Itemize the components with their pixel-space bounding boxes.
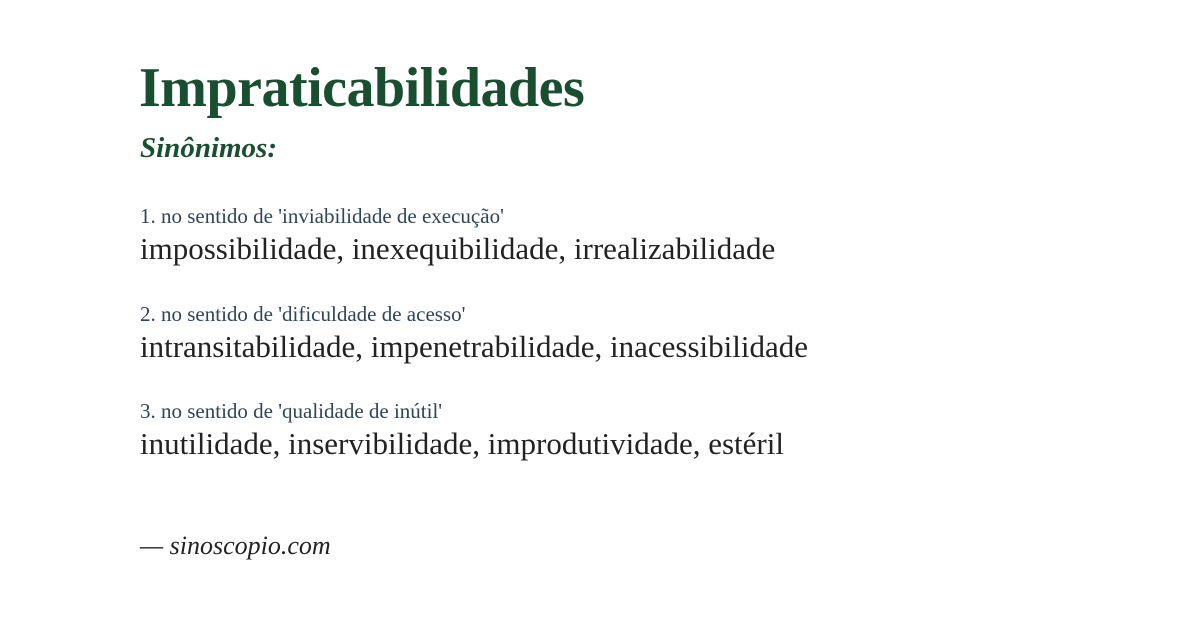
sense-entry-3	[140, 398, 1140, 465]
source-attribution: — sinoscopio.com	[140, 531, 331, 560]
synonyms-heading: Sinônimos:	[140, 132, 277, 164]
page-title: Impraticabilidades	[139, 57, 585, 119]
sense-entry-2	[140, 301, 1140, 368]
sense-3-label: 3. no sentido de 'qualidade de inútil'	[140, 399, 443, 424]
sense-1-label: 1. no sentido de 'inviabilidade de execução'	[140, 204, 504, 228]
sense-1-synonyms: impossibilidade, inexequibilidade, irrealizabilidade	[140, 231, 776, 267]
sense-2-label: 2. no sentido de 'dificuldade de acesso'	[140, 301, 466, 326]
senses-list	[140, 203, 1140, 496]
sense-3-synonyms: inutilidade, inservibilidade, improdutividade, estéril	[140, 426, 784, 462]
sense-2-synonyms: intransitabilidade, impenetrabilidade, inacessibilidade	[140, 328, 808, 364]
sense-entry-1	[140, 203, 1140, 270]
